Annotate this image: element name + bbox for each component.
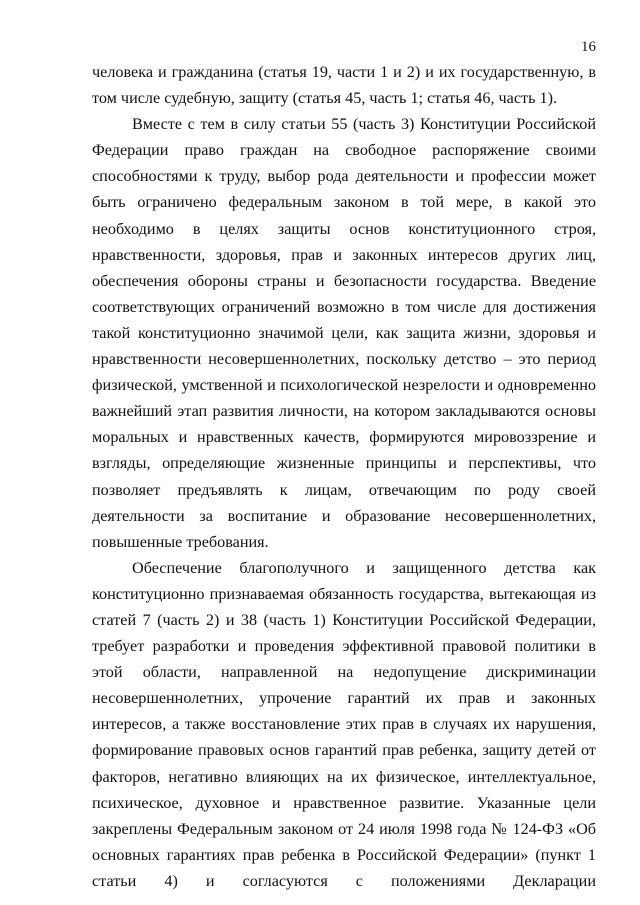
paragraph-continuation: человека и гражданина (статья 19, части 1 и 2) и их государственную, в том числе судебную, защиту (статья 45, часть 1; статья 46, часть 1). bbox=[92, 63, 596, 108]
paragraph-childhood-protection: Обеспечение благополучного и защищенного детства как конституционно признаваемая обязанность государства, вытекающая из статей 7 (часть 2) и 38 (часть 1) Конституции Российской Федерации, требует разработки и проведения эффективной правовой политики в этой области, направленной на недопущение дискриминации несовершеннолетних, упрочение гарантий их прав и законных интересов, а также восстановление этих прав в случаях их нарушения, формирование правовых основ гарантий прав ребенка, защиту детей от факторов, негативно влияющих на их физическое, интеллектуальное, психическое, духовное и нравственное развитие. Указанные цели закреплены Федеральным законом от 24 июля 1998 года № 124-ФЗ «Об основных гарантиях прав ребенка в Российской Федерации» (пункт 1 статьи 4) и согласуются с положениями Декларации bbox=[92, 558, 596, 890]
paragraph-restrictions: Вместе с тем в силу статьи 55 (часть 3) Конституции Российской Федерации право граждан на свободное распоряжение своими способностями к труду, выбор рода деятельности и профессии может быть ограничено федеральным законом в той мере, в какой это необходимо в целях защиты основ конституционного строя, нравственности, здоровья, прав и законных интересов других лиц, обеспечения обороны страны и безопасности государства. Введение соответствующих ограничений возможно в том числе для достижения такой конституционно значимой цели, как защита жизни, здоровья и нравственности несовершеннолетних, поскольку детство – это период физической, умственной и психологической незрелости и одновременно важнейший этап развития личности, на котором закладываются основы моральных и нравственных качеств, формируются мировоззрение и взгляды, определяющие жизненные принципы и перспективы, что позволяет предъявлять к лицам, отвечающим по роду своей деятельности за воспитание и образование несовершеннолетних, повышенные требования. bbox=[92, 115, 596, 551]
page-number: 16 bbox=[581, 39, 596, 55]
document-body bbox=[92, 59, 596, 894]
